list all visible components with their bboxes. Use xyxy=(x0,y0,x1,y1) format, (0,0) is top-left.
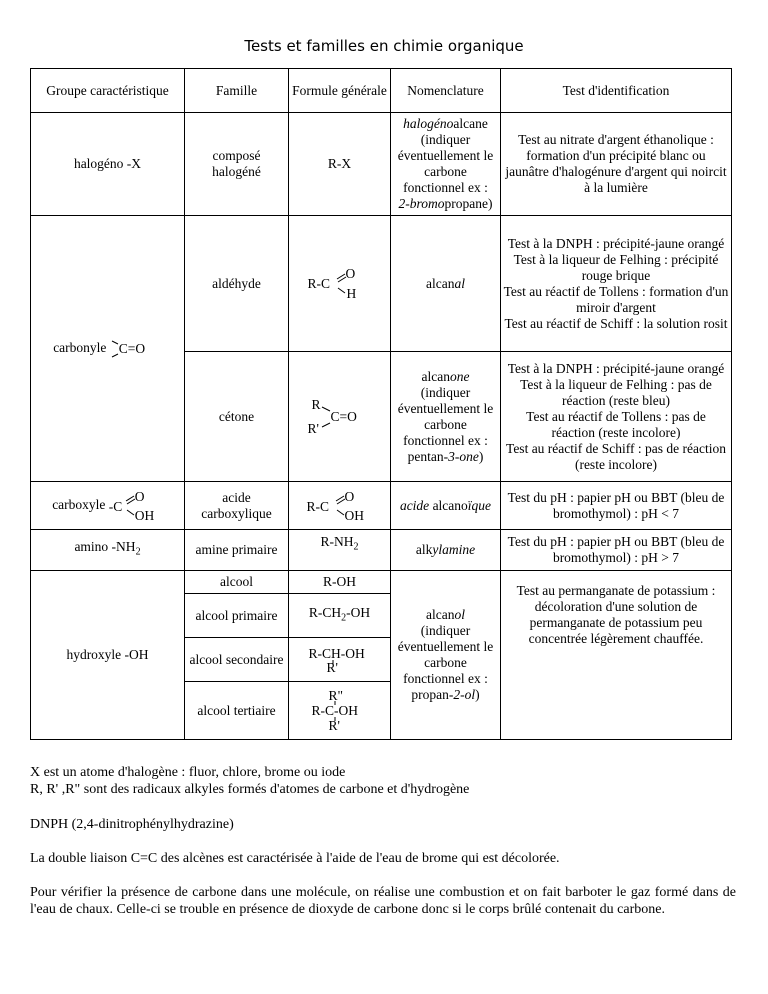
cell-nomenclature-aldehyde xyxy=(391,216,501,352)
cell-groupe-hydroxyle: hydroxyle -OH xyxy=(31,571,185,740)
nomenclature-example-rest: ) xyxy=(475,687,480,702)
tertiaire-line2: R' xyxy=(328,717,340,733)
cell-groupe-amino xyxy=(31,530,185,571)
nomenclature-text: (indiquer éventuellement le carbone fonctionnel ex : pentan- xyxy=(397,384,494,464)
note-alcenes-text: La double liaison C=C des alcènes est caractérisée à l'aide de l'eau de brome qui est décolorée. xyxy=(30,851,560,866)
nomenclature-suffix: ylamine xyxy=(432,542,476,557)
cetone-r: R xyxy=(311,396,321,412)
primaire-sub: 2 xyxy=(341,612,347,624)
cell-famille-alcool: alcool xyxy=(185,571,289,594)
amine-sub: 2 xyxy=(353,541,359,553)
cell-test-carboxyle: Test du pH : papier pH ou BBT (bleu de bromothymol) : pH < 7 xyxy=(501,482,732,530)
primaire-oh: -OH xyxy=(346,604,371,620)
cell-formule-aldehyde xyxy=(289,216,391,352)
cell-famille-secondaire: alcool secondaire xyxy=(185,638,289,682)
nomenclature-text: (indiquer éventuellement le carbone fonctionnel ex : propan- xyxy=(397,623,494,702)
acide-o: O xyxy=(344,488,355,504)
nomenclature-suffix: one xyxy=(449,368,470,384)
table-row-amino xyxy=(31,530,732,571)
acide-formula xyxy=(307,489,373,523)
aldehyde-h: H xyxy=(346,285,357,301)
cell-test-hydroxyle: Test au permanganate de potassium : décoloration d'une solution de permanganate de potassium peu concentrée légèrement chauffée. xyxy=(501,571,732,740)
cetone-r-prime: R' xyxy=(307,420,319,436)
secondaire-line2: R' xyxy=(326,659,338,675)
note-halogene: X est un atome d'halogène : fluor, chlore, brome ou iode xyxy=(30,765,346,780)
cell-formule-cetone xyxy=(289,352,391,482)
page-title: Tests et familles en chimie organique xyxy=(244,37,524,55)
cell-famille-primaire: alcool primaire xyxy=(185,594,289,638)
nomenclature-root: alcan xyxy=(421,368,450,384)
notes-definitions xyxy=(30,764,736,798)
cell-formule-carboxyle xyxy=(289,482,391,530)
table-row-halogeno xyxy=(31,113,732,216)
nomenclature-example: 2-bromo xyxy=(398,196,445,211)
cell-nomenclature-amino xyxy=(391,530,501,571)
carboxyle-o: O xyxy=(134,488,145,504)
table-row-alcool xyxy=(31,571,732,594)
acide-oh: OH xyxy=(344,507,364,523)
note-radicaux: R, R' ,R" sont des radicaux alkyles formés d'atomes de carbone et d'hydrogène xyxy=(30,782,470,797)
cell-formule-alcool: R-OH xyxy=(289,571,391,594)
tertiaire-line0: R" xyxy=(328,687,344,703)
cell-groupe-carbonyle xyxy=(31,216,185,482)
amino-text: amino -NH xyxy=(74,539,136,555)
table-header-row xyxy=(31,69,732,113)
cell-famille-amino: amine primaire xyxy=(185,530,289,571)
cell-famille-halogeno: composé halogéné xyxy=(185,113,289,216)
carbonyle-co: C=O xyxy=(118,340,146,356)
secondaire-formula xyxy=(309,645,371,675)
amino-sub: 2 xyxy=(135,546,141,558)
cell-famille-cetone: cétone xyxy=(185,352,289,482)
note-alcenes xyxy=(30,850,736,867)
cell-test-amino: Test du pH : papier pH ou BBT (bleu de bromothymol) : pH > 7 xyxy=(501,530,732,571)
cell-formule-halogeno: R-X xyxy=(289,113,391,216)
nomenclature-example-rest: propane) xyxy=(444,196,493,211)
cell-formule-secondaire xyxy=(289,638,391,682)
cell-famille-tertiaire: alcool tertiaire xyxy=(185,682,289,740)
nomenclature-example: 3-one xyxy=(448,448,479,464)
carbonyle-formula xyxy=(110,338,162,360)
aldehyde-bonds xyxy=(308,266,372,302)
nomenclature-suffix: ïque xyxy=(467,497,492,513)
cell-formule-tertiaire xyxy=(289,682,391,740)
table-row-aldehyde xyxy=(31,216,732,352)
header-formule: Formule générale xyxy=(289,69,391,113)
cell-formule-primaire xyxy=(289,594,391,638)
nomenclature-acide: acide xyxy=(399,497,430,513)
carboxyle-label: carboxyle xyxy=(52,496,106,512)
nomenclature-text: alcane (indiquer éventuellement le carbone fonctionnel ex : xyxy=(397,116,494,195)
aldehyde-formula xyxy=(308,266,372,302)
acide-rc: R-C xyxy=(306,498,330,514)
cell-nomenclature-cetone xyxy=(391,352,501,482)
cell-nomenclature-carboxyle xyxy=(391,482,501,530)
nomenclature-example: 2-ol xyxy=(453,687,476,702)
cell-formule-amino xyxy=(289,530,391,571)
note-combustion xyxy=(30,884,736,918)
header-groupe: Groupe caractéristique xyxy=(31,69,185,113)
nomenclature-example-rest: ) xyxy=(478,448,484,464)
cell-test-aldehyde: Test à la DNPH : précipité-jaune orangé Test à la liqueur de Felhing : précipité rouge brique Test au réactif de Tollens : formation d'un miroir d'argent Test au réactif de Schiff : la solution rosit xyxy=(501,216,732,352)
aldehyde-rc: R-C xyxy=(307,275,331,291)
header-famille: Famille xyxy=(185,69,289,113)
aldehyde-o: O xyxy=(345,265,356,281)
primaire-formula: R-CH xyxy=(308,604,342,620)
nomenclature-prefix: halogéno xyxy=(403,116,454,131)
cell-test-halogeno: Test au nitrate d'argent éthanolique : formation d'un précipité blanc ou jaunâtre d'halogénure d'argent qui noircit à la lumière xyxy=(501,113,732,216)
cell-famille-carboxyle: acide carboxylique xyxy=(185,482,289,530)
tertiaire-formula xyxy=(312,688,368,734)
note-combustion-text: Pour vérifier la présence de carbone dans une molécule, on réalise une combustion et on fait barboter le gaz formé dans de l'eau de chaux. Celle-ci se trouble en présence de dioxyde de carbone donc si le corps brûlé contenait du carbone. xyxy=(30,885,736,917)
cell-groupe-halogeno: halogéno -X xyxy=(31,113,185,216)
cetone-formula xyxy=(308,397,372,437)
nomenclature-suffix: al xyxy=(454,275,465,291)
nomenclature-root: alcano xyxy=(429,497,468,513)
note-dnph xyxy=(30,816,736,833)
functional-groups-table xyxy=(30,68,732,740)
cetone-co: C=O xyxy=(330,408,357,424)
cell-test-cetone: Test à la DNPH : précipité-jaune orangé Test à la liqueur de Felhing : pas de réaction (reste bleu) Test au réactif de Tollens : pas de réaction (reste incolore) Test au réactif de Schiff : pas de réaction (reste incolore) xyxy=(501,352,732,482)
table-row-carboxyle xyxy=(31,482,732,530)
secondaire-line1: R-CH-OH xyxy=(308,645,365,661)
carbonyle-label: carbonyle xyxy=(53,339,107,355)
amine-formula: R-NH xyxy=(320,534,354,549)
carboxyle-oh: OH xyxy=(134,507,155,523)
secondaire-bond xyxy=(309,645,371,675)
carboxyle-c: -C xyxy=(108,498,123,514)
note-dnph-text: DNPH (2,4-dinitrophénylhydrazine) xyxy=(30,817,234,832)
header-test: Test d'identification xyxy=(501,69,732,113)
nomenclature-root: alcan xyxy=(426,607,455,622)
nomenclature-root: alcan xyxy=(426,275,455,291)
tertiaire-line1: R-C-OH xyxy=(311,702,358,718)
cell-nomenclature-hydroxyle xyxy=(391,571,501,740)
nomenclature-suffix: ol xyxy=(454,607,465,622)
cell-famille-aldehyde: aldéhyde xyxy=(185,216,289,352)
nomenclature-root: alk xyxy=(415,542,433,557)
cell-groupe-carboxyle xyxy=(31,482,185,530)
header-nomenclature: Nomenclature xyxy=(391,69,501,113)
carboxyle-formula xyxy=(109,489,163,523)
cell-nomenclature-halogeno xyxy=(391,113,501,216)
